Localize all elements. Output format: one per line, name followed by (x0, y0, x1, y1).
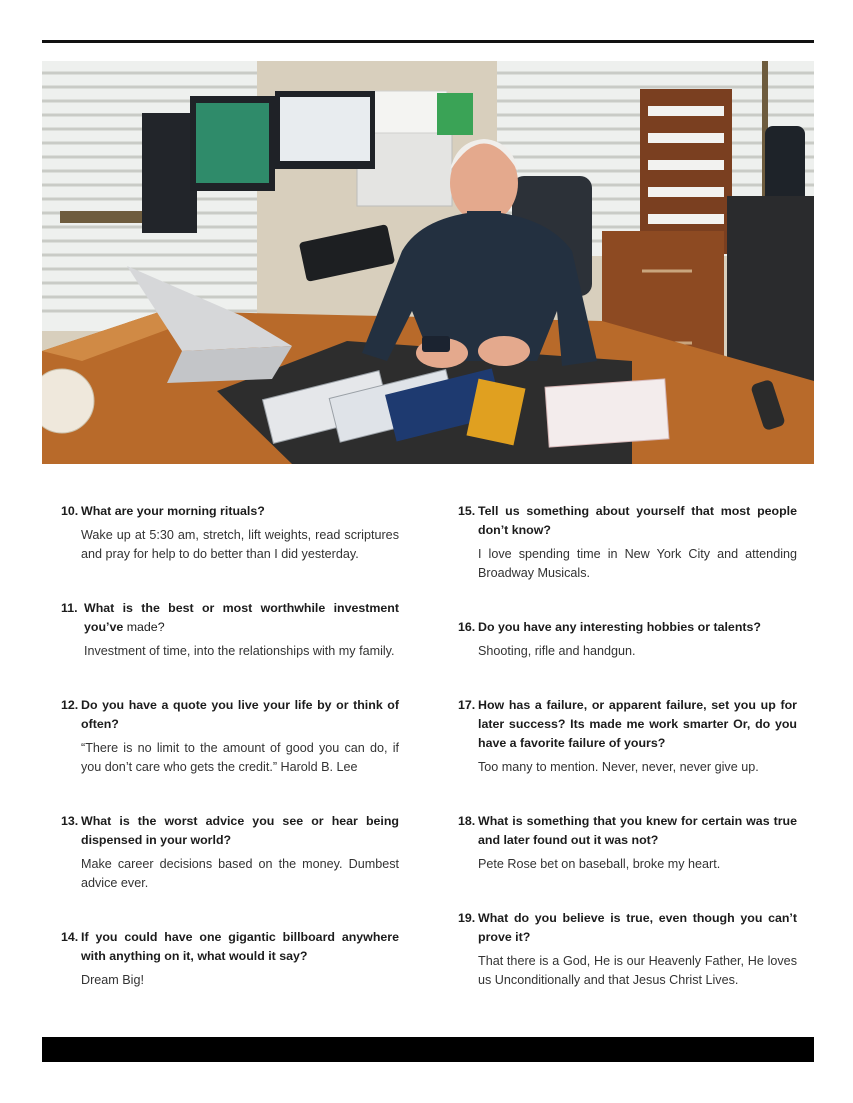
answer-18: Pete Rose bet on baseball, broke my heart. (478, 857, 721, 871)
question-text (84, 599, 399, 637)
question-16 (458, 618, 797, 637)
answer-10: Wake up at 5:30 am, stretch, lift weights, read scriptures and pray for help to do better than I did yesterday. (81, 528, 399, 561)
question-text: What is the worst advice you see or hear being dispensed in your world? (81, 814, 399, 847)
qa-item-18 (458, 812, 797, 874)
question-number: 18. (458, 814, 476, 828)
question-text: If you could have one gigantic billboard anywhere with anything on it, what would it say? (81, 930, 399, 963)
question-15 (458, 502, 797, 540)
qa-item-13 (61, 812, 399, 893)
question-text: What are your morning rituals? (81, 504, 265, 518)
qa-item-11 (61, 599, 399, 661)
qa-item-14 (61, 928, 399, 990)
question-text: Tell us something about yourself that most people don’t know? (478, 504, 797, 537)
question-text: What do you believe is true, even though you can’t prove it? (478, 911, 797, 944)
question-11 (61, 599, 399, 637)
office-photo-illustration (42, 61, 814, 464)
question-text-bold: What is the best or most worthwhile investment you’ve (84, 601, 399, 634)
answer-16: Shooting, rifle and handgun. (478, 644, 636, 658)
question-text-plain: made? (123, 620, 165, 634)
question-18 (458, 812, 797, 850)
question-12 (61, 696, 399, 734)
answer-13: Make career decisions based on the money. Dumbest advice ever. (81, 857, 399, 890)
question-number: 19. (458, 911, 476, 925)
question-number: 17. (458, 698, 476, 712)
question-text: Do you have a quote you live your life by or think of often? (81, 698, 399, 731)
question-number: 10. (61, 504, 79, 518)
office-photo (42, 61, 814, 464)
qa-item-16 (458, 618, 797, 661)
answer-12: “There is no limit to the amount of good you can do, if you don’t care who gets the credit.” Harold B. Lee (81, 741, 399, 774)
qa-item-19 (458, 909, 797, 990)
question-text: How has a failure, or apparent failure, set you up for later success? Its made me work smarter Or, do you have a favorite failure of yours? (478, 698, 797, 750)
question-number: 13. (61, 814, 79, 828)
right-column (458, 502, 797, 990)
qa-item-10 (61, 502, 399, 564)
question-number: 15. (458, 504, 476, 518)
question-13 (61, 812, 399, 850)
question-14 (61, 928, 399, 966)
top-rule (42, 40, 814, 43)
qa-item-15 (458, 502, 797, 583)
qa-item-12 (61, 696, 399, 777)
question-10 (61, 502, 399, 521)
answer-15: I love spending time in New York City and attending Broadway Musicals. (478, 547, 797, 580)
answer-14: Dream Big! (81, 973, 144, 987)
question-number: 11. (61, 601, 78, 615)
question-19 (458, 909, 797, 947)
question-number: 16. (458, 620, 476, 634)
answer-19: That there is a God, He is our Heavenly Father, He loves us Unconditionally and that Jesus Christ Lives. (478, 954, 797, 987)
question-number: 14. (61, 930, 79, 944)
answer-17: Too many to mention. Never, never, never give up. (478, 760, 759, 774)
question-17 (458, 696, 797, 753)
qa-item-17 (458, 696, 797, 777)
left-column (61, 502, 399, 990)
footer-bar (42, 1037, 814, 1062)
question-text: Do you have any interesting hobbies or talents? (478, 620, 761, 634)
question-number: 12. (61, 698, 79, 712)
answer-11: Investment of time, into the relationships with my family. (84, 644, 395, 658)
question-text: What is something that you knew for certain was true and later found out it was not? (478, 814, 797, 847)
